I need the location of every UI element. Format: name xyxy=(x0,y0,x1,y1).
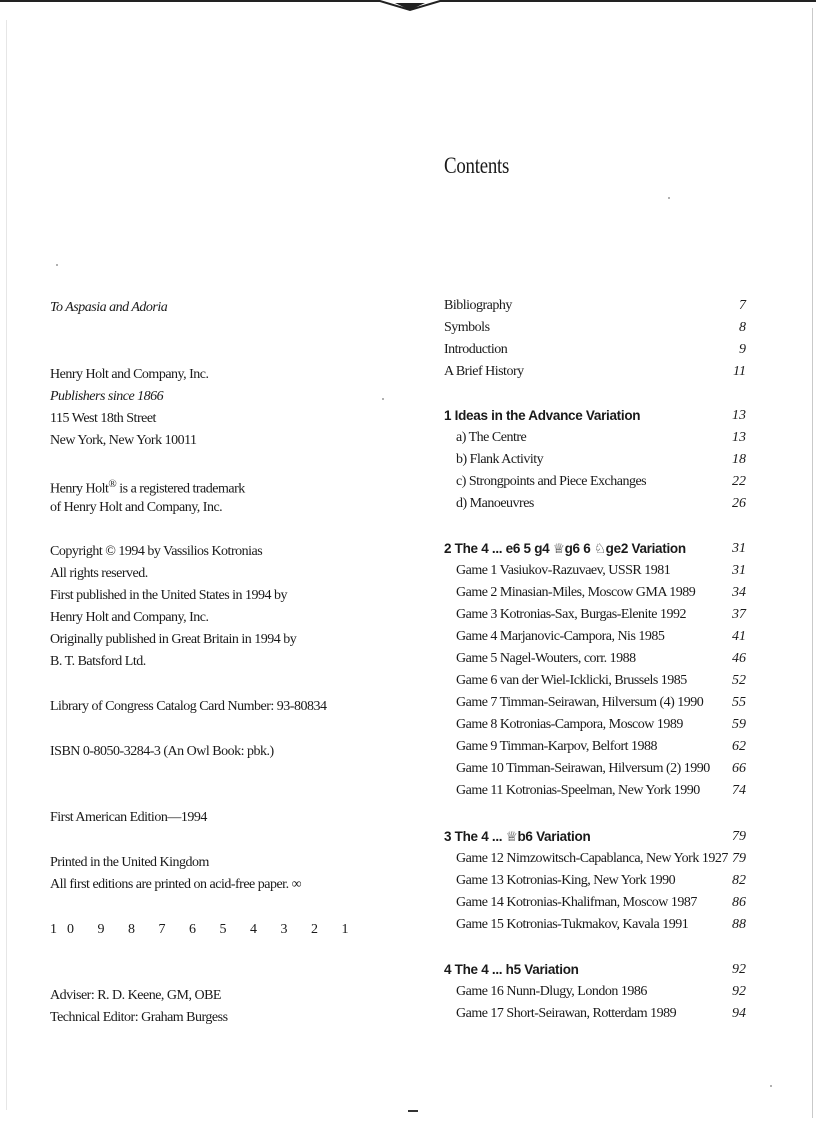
toc-entry: Introduction 9 xyxy=(444,342,746,357)
scan-top-edge xyxy=(0,0,816,14)
scan-speck xyxy=(668,197,670,199)
scan-mark xyxy=(408,1110,418,1112)
page-title: Contents xyxy=(444,153,510,178)
toc-game: Game 13 Kotronias-King, New York 1990 82 xyxy=(456,873,746,888)
acid-free: All first editions are printed on acid-free paper. ∞ xyxy=(50,877,302,892)
toc-game: Game 12 Nimzowitsch-Capablanca, New York 1927 79 xyxy=(456,851,746,866)
toc-game: Game 16 Nunn-Dlugy, London 1986 92 xyxy=(456,984,746,999)
toc-game: Game 2 Minasian-Miles, Moscow GMA 1989 34 xyxy=(456,585,746,600)
toc-game: Game 3 Kotronias-Sax, Burgas-Elenite 1992 37 xyxy=(456,607,746,622)
toc-section: b) Flank Activity 18 xyxy=(456,452,746,467)
rights-line: All rights reserved. xyxy=(50,566,148,581)
toc-entry: Symbols 8 xyxy=(444,320,746,335)
copyright-line: Copyright © 1994 by Vassilios Kotronias xyxy=(50,544,263,559)
isbn: ISBN 0-8050-3284-3 (An Owl Book: pbk.) xyxy=(50,744,274,759)
scan-right-edge xyxy=(812,8,813,1118)
trademark-name: Henry Holt xyxy=(50,481,109,497)
toc-game: Game 1 Vasiukov-Razuvaev, USSR 1981 31 xyxy=(456,563,746,578)
toc-section: c) Strongpoints and Piece Exchanges 22 xyxy=(456,474,746,489)
loc-number: Library of Congress Catalog Card Number: 93-80834 xyxy=(50,699,327,714)
publisher-us: Henry Holt and Company, Inc. xyxy=(50,610,209,625)
scan-speck xyxy=(382,398,384,400)
printing-numbers: 10 9 8 7 6 5 4 3 2 1 xyxy=(50,922,359,937)
publisher-name: Henry Holt and Company, Inc. xyxy=(50,367,209,382)
technical-editor: Technical Editor: Graham Burgess xyxy=(50,1010,228,1025)
publisher-gb: B. T. Batsford Ltd. xyxy=(50,654,146,669)
toc-entry: A Brief History 11 xyxy=(444,364,746,379)
toc-game: Game 11 Kotronias-Speelman, New York 1990 74 xyxy=(456,783,746,798)
toc-chapter: 1 Ideas in the Advance Variation 13 xyxy=(444,408,746,423)
toc-game: Game 8 Kotronias-Campora, Moscow 1989 59 xyxy=(456,717,746,732)
trademark-text: is a registered trademark xyxy=(116,481,245,497)
trademark-owner: of Henry Holt and Company, Inc. xyxy=(50,500,223,515)
toc-game: Game 10 Timman-Seirawan, Hilversum (2) 1990 66 xyxy=(456,761,746,776)
dedication: To Aspasia and Adoria xyxy=(50,300,168,315)
toc-chapter: 3 The 4 ... ♕b6 Variation 79 xyxy=(444,829,746,844)
scan-left-edge xyxy=(6,20,7,1110)
toc-game: Game 9 Timman-Karpov, Belfort 1988 62 xyxy=(456,739,746,754)
toc-game: Game 15 Kotronias-Tukmakov, Kavala 1991 88 xyxy=(456,917,746,932)
scan-speck xyxy=(770,1085,772,1087)
first-published-gb: Originally published in Great Britain in 1994 by xyxy=(50,632,297,647)
toc-section: a) The Centre 13 xyxy=(456,430,746,445)
toc-game: Game 17 Short-Seirawan, Rotterdam 1989 94 xyxy=(456,1006,746,1021)
adviser: Adviser: R. D. Keene, GM, OBE xyxy=(50,988,221,1003)
toc-game: Game 7 Timman-Seirawan, Hilversum (4) 1990 55 xyxy=(456,695,746,710)
registered-mark: ® xyxy=(108,478,117,490)
toc-section: d) Manoeuvres 26 xyxy=(456,496,746,511)
printed-in: Printed in the United Kingdom xyxy=(50,855,209,870)
toc-entry: Bibliography 7 xyxy=(444,298,746,313)
toc-chapter: 2 The 4 ... e6 5 g4 ♕g6 6 ♘ge2 Variation 31 xyxy=(444,541,746,556)
edition: First American Edition—1994 xyxy=(50,810,207,825)
publisher-since: Publishers since 1866 xyxy=(50,389,164,404)
toc-game: Game 14 Kotronias-Khalifman, Moscow 1987 86 xyxy=(456,895,746,910)
toc-game: Game 4 Marjanovic-Campora, Nis 1985 41 xyxy=(456,629,746,644)
trademark-line xyxy=(50,478,245,498)
publisher-street: 115 West 18th Street xyxy=(50,411,156,426)
toc-chapter: 4 The 4 ... h5 Variation 92 xyxy=(444,962,746,977)
publisher-city: New York, New York 10011 xyxy=(50,433,197,448)
scan-speck xyxy=(56,264,58,266)
first-published-us: First published in the United States in 1994 by xyxy=(50,588,288,603)
toc-game: Game 6 van der Wiel-Icklicki, Brussels 1985 52 xyxy=(456,673,746,688)
toc-game: Game 5 Nagel-Wouters, corr. 1988 46 xyxy=(456,651,746,666)
